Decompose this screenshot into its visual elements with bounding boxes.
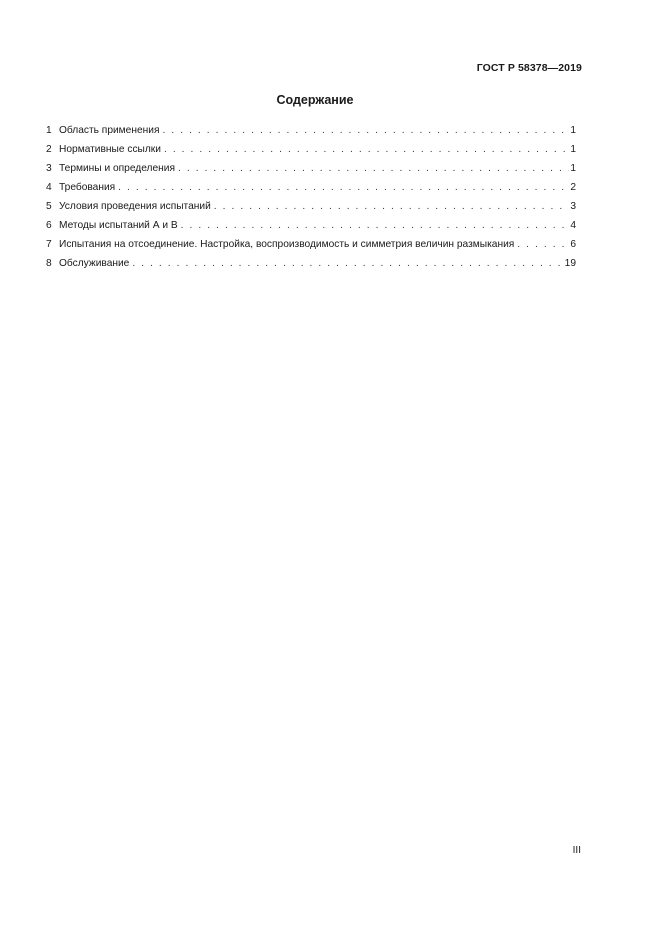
toc-leader-dots <box>118 182 569 193</box>
toc-entry-number: 7 <box>46 239 52 250</box>
toc-leader-dots <box>164 144 569 155</box>
toc-entry-page: 4 <box>570 220 576 231</box>
toc-leader-dots <box>132 258 563 269</box>
toc-leader-dots <box>178 163 569 174</box>
toc-entry-title: Условия проведения испытаний <box>59 201 211 212</box>
toc-entry[interactable] <box>46 163 576 182</box>
toc-entry-page: 1 <box>570 163 576 174</box>
table-of-contents <box>46 125 576 277</box>
toc-leader-dots <box>214 201 570 212</box>
toc-entry-title: Термины и определения <box>59 163 175 174</box>
toc-entry[interactable] <box>46 258 576 277</box>
toc-entry[interactable] <box>46 125 576 144</box>
toc-entry-number: 5 <box>46 201 52 212</box>
toc-entry-page: 6 <box>570 239 576 250</box>
toc-entry[interactable] <box>46 220 576 239</box>
toc-entry-title: Требования <box>59 182 116 193</box>
toc-entry-number: 4 <box>46 182 52 193</box>
toc-leader-dots <box>517 239 569 250</box>
toc-entry-title: Методы испытаний А и В <box>59 220 178 231</box>
toc-entry-title: Испытания на отсоединение. Настройка, воспроизводимость и симметрия величин размыкания <box>59 239 515 250</box>
toc-entry-page: 2 <box>570 182 576 193</box>
toc-leader-dots <box>162 125 569 136</box>
toc-entry-number: 6 <box>46 220 52 231</box>
toc-entry-page: 1 <box>570 144 576 155</box>
toc-entry-page: 19 <box>564 258 576 269</box>
toc-entry-title: Область применения <box>59 125 160 136</box>
toc-entry[interactable] <box>46 239 576 258</box>
toc-entry-page: 3 <box>570 201 576 212</box>
toc-entry[interactable] <box>46 182 576 201</box>
toc-entry-number: 3 <box>46 163 52 174</box>
toc-title: Содержание <box>276 93 354 107</box>
toc-entry-title: Нормативные ссылки <box>59 144 161 155</box>
toc-entry-number: 1 <box>46 125 52 136</box>
toc-entry[interactable] <box>46 144 576 163</box>
page-number: III <box>572 845 581 856</box>
toc-entry-title: Обслуживание <box>59 258 130 269</box>
toc-leader-dots <box>181 220 570 231</box>
toc-entry-number: 2 <box>46 144 52 155</box>
toc-entry-page: 1 <box>570 125 576 136</box>
toc-entry[interactable] <box>46 201 576 220</box>
document-code: ГОСТ Р 58378—2019 <box>476 62 582 74</box>
toc-entry-number: 8 <box>46 258 52 269</box>
